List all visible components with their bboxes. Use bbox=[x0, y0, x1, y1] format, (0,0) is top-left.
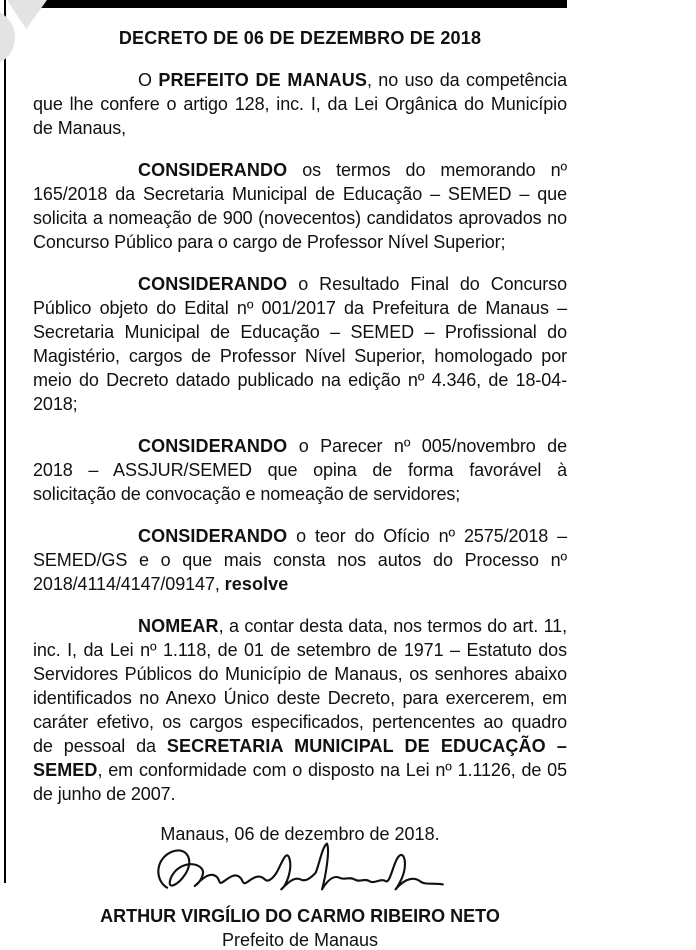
signature bbox=[33, 842, 567, 904]
signature-scribble-icon bbox=[115, 842, 485, 904]
decree-title: DECRETO DE 06 DE DEZEMBRO DE 2018 bbox=[118, 28, 482, 48]
decree-paragraph: CONSIDERANDO o teor do Ofício nº 2575/2018 – SEMED/GS e o que mais consta nos autos do Processo nº 2018/4114/4147/09147, resolve bbox=[33, 526, 567, 594]
decree-content bbox=[33, 18, 567, 950]
decree-paragraph: CONSIDERANDO o Resultado Final do Concurso Público objeto do Edital nº 001/2017 da Prefeitura de Manaus – Secretaria Municipal de Educação – SEMED – Profissional do Magistério, cargos de Professor Nível Superior, homologado por meio do Decreto datado publicado na edição nº 4.346, de 18-04-2018; bbox=[33, 274, 567, 414]
decree-paragraph: CONSIDERANDO os termos do memorando nº 165/2018 da Secretaria Municipal de Educação – SEMED – que solicita a nomeação de 900 (novecentos) candidatos aprovados no Concurso Público para o cargo de Professor Nível Superior; bbox=[33, 160, 567, 252]
watermark-circle bbox=[0, 9, 15, 66]
signer-role: Prefeito de Manaus bbox=[221, 930, 379, 950]
signer-name: ARTHUR VIRGÍLIO DO CARMO RIBEIRO NETO bbox=[100, 906, 500, 926]
page-left-border bbox=[4, 0, 6, 883]
header-bottom-rule bbox=[38, 0, 567, 8]
decree-paragraphs bbox=[33, 68, 567, 806]
decree-paragraph: O PREFEITO DE MANAUS, no uso da competência que lhe confere o artigo 128, inc. I, da Lei Orgânica do Município de Manaus, bbox=[33, 70, 567, 138]
decree-paragraph: CONSIDERANDO o Parecer nº 005/novembro de 2018 – ASSJUR/SEMED que opina de forma favorável à solicitação de convocação e nomeação de servidores; bbox=[33, 436, 567, 504]
decree-paragraph: NOMEAR, a contar desta data, nos termos do art. 11, inc. I, da Lei nº 1.118, de 01 de setembro de 1971 – Estatuto dos Servidores Públicos do Município de Manaus, os senhores abaixo identificados no Anexo Único deste Decreto, para exercerem, em caráter efetivo, os cargos especificados, pertencentes ao quadro de pessoal da SECRETARIA MUNICIPAL DE EDUCAÇÃO – SEMED, em conformidade com o disposto na Lei nº 1.1126, de 05 de junho de 2007. bbox=[33, 616, 567, 804]
decree-dateline: Manaus, 06 de dezembro de 2018. bbox=[160, 824, 440, 844]
